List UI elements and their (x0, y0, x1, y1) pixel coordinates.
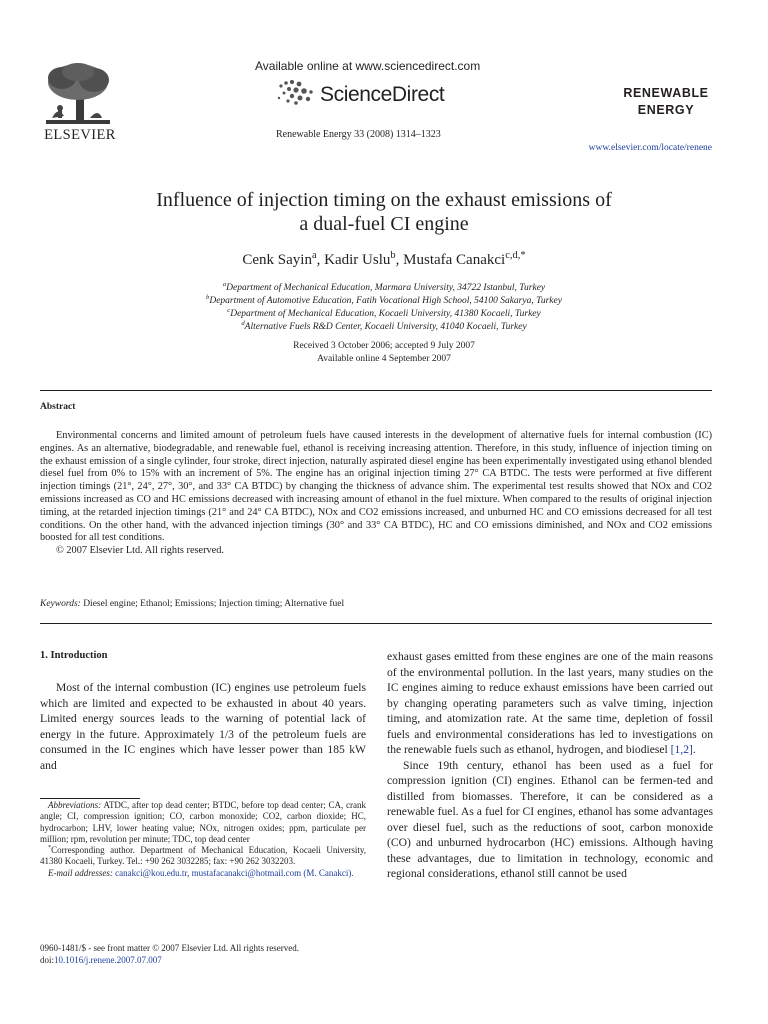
received-date: Received 3 October 2006; accepted 9 July 2007 (293, 341, 475, 351)
journal-url-link[interactable]: www.elsevier.com/locate/renene (588, 143, 712, 153)
corresponding-author-note: *Corresponding author. Department of Mechanical Education, Kocaeli University, 41380 Kocaeli, Turkey. Tel.: +90 262 3032285; fax: +90 262 3032203. (40, 844, 366, 867)
divider-top (40, 390, 712, 391)
journal-citation: Renewable Energy 33 (2008) 1314–1323 (276, 129, 441, 140)
affiliation-mark: d (241, 319, 245, 327)
email-label: E-mail addresses: (48, 867, 113, 878)
doi-link[interactable]: 10.1016/j.renene.2007.07.007 (54, 955, 162, 965)
affiliation: $^b$Department of Automotive Education, Fatih Vocational High School, 54100 Sakarya, Turkey (206, 293, 562, 306)
abstract-copyright: © 2007 Elsevier Ltd. All rights reserved. (56, 545, 224, 557)
title-line-2: a dual-fuel CI engine (299, 213, 469, 235)
journal-name-line1: RENEWABLE (623, 86, 709, 100)
title-line-1: Influence of injection timing on the exhaust emissions of (156, 189, 612, 211)
corresponding-author-text: Corresponding author. Department of Mechanical Education, Kocaeli University, 41380 Kocaeli, Turkey. Tel.: +90 262 3032285; fax: +90 262 3032203. (40, 845, 366, 867)
available-date: Available online 4 September 2007 (317, 354, 451, 364)
footnote-divider (40, 798, 140, 799)
divider-bottom (40, 623, 712, 624)
keywords-list: Diesel engine; Ethanol; Emissions; Injection timing; Alternative fuel (83, 599, 345, 609)
intro-paragraph-3: Since 19th century, ethanol has been used as a fuel for compression ignition (CI) engines. Ethanol can be fermen-ted and distilled from biomasses. Therefore, it can be considered as a renewable fuel. As a fuel for CI engines, ethanol has some advantages over diesel fuel, such as the reductions of soot, carbon monoxide (CO) and unburned hydrocarbon (HC) emissions. Although having these advantages, due to limitation in technology, economic and regional considerations, ethanol still cannot be used (387, 758, 713, 880)
abstract-body (40, 430, 712, 558)
affiliation: $^c$Department of Mechanical Education, Kocaeli University, 41380 Kocaeli, Turkey (227, 306, 541, 319)
intro-paragraph-2: exhaust gases emitted from these engines are one of the main reasons of the environmental pollution. In the last years, many studies on the IC engines aiming to reduce exhaust emissions have been carried out by changing operating parameters such as valve timing, injection timing, and atomization rate. At the same time, depletion of fossil fuels and environmental considerations has led to investigations on the renewable fuels such as ethanol, hydrogen, and biodiesel [1,2]. (387, 650, 713, 756)
abbreviations-text: ATDC, after top dead center; BTDC, before top dead center; CA, crank angle; CI, compression ignition; CO, carbon monoxide; CO2, carbon dioxide; HC, hydrocarbon; LHV, lower heating value; NOx, nitrogen oxides; ppm, particulate per million; rpm, revolution per minute; TDC, top dead center (40, 800, 366, 844)
article-title (60, 188, 708, 236)
author-name: Mustafa Canakci (403, 252, 506, 268)
email-owner: (M. Canakci). (303, 867, 354, 878)
elsevier-tree-logo (40, 60, 116, 128)
keywords (40, 599, 712, 609)
author-affiliation-mark: a (311, 250, 317, 261)
left-column (40, 680, 366, 773)
affiliation-mark: c (227, 306, 231, 314)
citation-link[interactable]: [1,2] (670, 743, 693, 756)
affiliation: $^a$Department of Mechanical Education, Marmara University, 34722 Istanbul, Turkey (222, 280, 546, 293)
article-dates (60, 340, 708, 366)
author-name: Kadir Uslu (324, 252, 391, 268)
available-online-text: Available online at www.sciencedirect.com (255, 59, 481, 73)
affiliation: $^d$Alternative Fuels R&D Center, Kocaeli University, 41040 Kocaeli, Turkey (241, 319, 527, 332)
abbreviations-label: Abbreviations: (48, 800, 102, 810)
affiliation-mark: b (206, 293, 210, 301)
email-link-1[interactable]: canakci@kou.edu.tr (115, 867, 188, 878)
affiliation-mark: a (222, 280, 227, 288)
author-affiliation-mark: b (390, 250, 396, 261)
author-name: Cenk Sayin (242, 252, 312, 268)
author-affiliation-mark: c,d,* (505, 250, 526, 261)
email-link-2[interactable]: mustafacanakci@hotmail.com (191, 867, 302, 878)
email-note: E-mail addresses: canakci@kou.edu.tr, mustafacanakci@hotmail.com (M. Canakci). (48, 867, 354, 878)
issn-line: 0960-1481/$ - see front matter © 2007 Elsevier Ltd. All rights reserved. (40, 943, 300, 953)
journal-name (618, 85, 714, 119)
intro-paragraph-1: Most of the internal combustion (IC) engines use petroleum fuels which are limited and expected to be exhausted in about 40 years. Limited energy sources leads to the warning of potential lack of energy in the future. Approximately 1/3 of the petroleum fuels are consumed in the IC engines which have lesser power than 185 kW and (40, 681, 366, 772)
journal-name-line2: ENERGY (637, 103, 695, 117)
author-list: Cenk Sayin$^a$, Kadir Uslu$^b$, Mustafa Canakci$^{c,d,*}$ (242, 250, 526, 268)
abbreviations-note (40, 800, 366, 845)
section-heading: 1. Introduction (40, 650, 108, 661)
right-column (387, 649, 713, 882)
footnotes (40, 800, 366, 879)
doi-line: doi:10.1016/j.renene.2007.07.007 (40, 955, 162, 965)
sciencedirect-wordmark: ScienceDirect (320, 83, 445, 106)
abstract-text: Environmental concerns and limited amount of petroleum fuels have caused interests in the development of alternative fuels for internal combustion (IC) engines. As an alternative, biodegradable, and renewable fuel, ethanol is receiving increasing attention. Therefore, in this study, influence of injection timing on the exhaust emission of a single cylinder, four stroke, direct injection, naturally aspirated diesel engine has been experimentally investigated using ethanol blended diesel fuel from 0% to 15% with an increment of 5%. The engine has an original injection timing 27° CA BTDC. The tests were performed at five different injection timings (21°, 24°, 27°, 30°, and 33° CA BTDC) by changing the thickness of advance shim. The experimental test results showed that NOx and CO2 emissions increased as CO and HC emissions decreased with increasing amount of ethanol in the fuel mixture. When compared to the results of original injection timing, at the retarded injection timings (21° and 24° CA BTDC), NOx and CO2 emissions increased, and unburned HC and CO emissions decreased for all test conditions. On the other hand, with the advanced injection timings (30° and 33° CA BTDC), HC and CO emissions diminished, and NOx and CO2 emissions boosted for all test conditions. (40, 430, 712, 544)
abstract-heading: Abstract (40, 402, 76, 412)
page-footer (40, 942, 366, 966)
publisher-wordmark: ELSEVIER (44, 127, 116, 143)
affiliations (60, 282, 708, 334)
keywords-label: Keywords: (40, 599, 81, 609)
sciencedirect-dots-icon (275, 78, 317, 106)
